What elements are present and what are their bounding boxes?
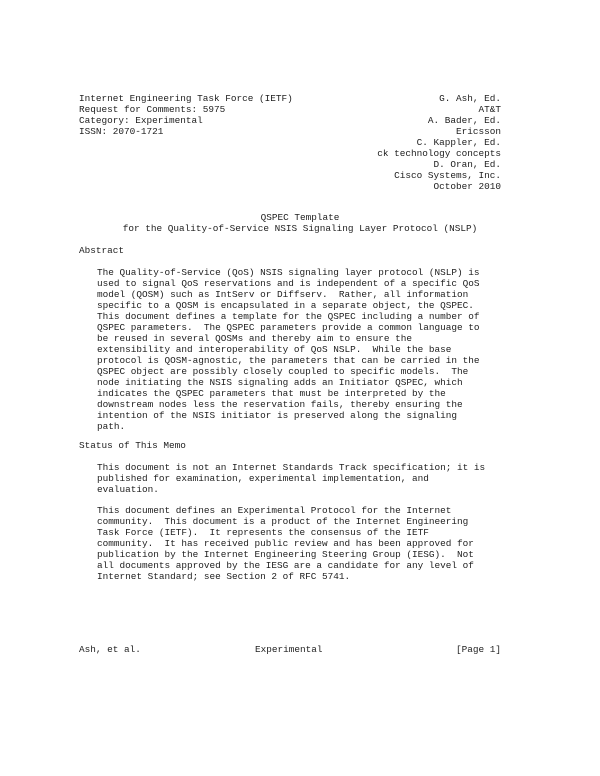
abstract-line: QSPEC object are possibly closely coupled to specific models. The — [97, 366, 469, 377]
abstract-line: model (QOSM) such as IntServ or Diffserv. Rather, all information — [97, 289, 469, 300]
header-right-line: A. Bader, Ed. — [427, 115, 501, 126]
status-heading: Status of This Memo — [79, 440, 186, 451]
abstract-line: used to signal QoS reservations and is independent of a specific QoS — [97, 278, 480, 289]
status-line: published for examination, experimental implementation, and — [97, 473, 429, 484]
abstract-line: specific to a QOSM is encapsulated in a separate object, the QSPEC. — [97, 300, 474, 311]
header-right-line: G. Ash, Ed. — [439, 93, 501, 104]
status-line: publication by the Internet Engineering Steering Group (IESG). Not — [97, 549, 474, 560]
header-left-line: ISSN: 2070-1721 — [79, 126, 164, 137]
status-line: community. This document is a product of the Internet Engineering — [97, 516, 469, 527]
status-line: Task Force (IETF). It represents the consensus of the IETF — [97, 527, 429, 538]
abstract-line: protocol is QOSM-agnostic, the parameters that can be carried in the — [97, 355, 480, 366]
status-line: This document is not an Internet Standards Track specification; it is — [97, 462, 486, 473]
footer-page-number: [Page 1] — [455, 644, 501, 655]
abstract-line: path. — [97, 421, 126, 432]
abstract-line: node initiating the NSIS signaling adds an Initiator QSPEC, which — [97, 377, 463, 388]
header-right-line: Cisco Systems, Inc. — [394, 170, 501, 181]
abstract-line: This document defines a template for the QSPEC including a number of — [97, 311, 480, 322]
header-right-line: October 2010 — [433, 181, 501, 192]
footer-category: Experimental — [255, 644, 323, 655]
status-line: community. It has received public review and has been approved for — [97, 538, 474, 549]
status-line: evaluation. — [97, 484, 159, 495]
document-title: QSPEC Template — [260, 212, 340, 223]
header-left-line: Internet Engineering Task Force (IETF) — [79, 93, 293, 104]
header-right-line: D. Oran, Ed. — [433, 159, 501, 170]
header-left-line: Category: Experimental — [79, 115, 203, 126]
header-right-line: C. Kappler, Ed. — [416, 137, 501, 148]
header-right-line: Ericsson — [455, 126, 501, 137]
header-right-line: ck technology concepts — [377, 148, 501, 159]
footer-authors: Ash, et al. — [79, 644, 141, 655]
header-left-line: Request for Comments: 5975 — [79, 104, 226, 115]
document-subtitle: for the Quality-of-Service NSIS Signaling Layer Protocol (NSLP) — [122, 223, 478, 234]
header-right-line: AT&T — [478, 104, 501, 115]
abstract-line: indicates the QSPEC parameters that must be interpreted by the — [97, 388, 446, 399]
abstract-line: The Quality-of-Service (QoS) NSIS signaling layer protocol (NSLP) is — [97, 267, 480, 278]
abstract-line: extensibility and interoperability of QoS NSLP. While the base — [97, 344, 452, 355]
status-line: all documents approved by the IESG are a candidate for any level of — [97, 560, 474, 571]
status-line: Internet Standard; see Section 2 of RFC 5741. — [97, 571, 351, 582]
abstract-line: downstream nodes less the reservation fails, thereby ensuring the — [97, 399, 463, 410]
status-line: This document defines an Experimental Protocol for the Internet — [97, 505, 452, 516]
abstract-line: be reused in several QOSMs and thereby aim to ensure the — [97, 333, 413, 344]
abstract-heading: Abstract — [79, 245, 125, 256]
abstract-line: intention of the NSIS initiator is preserved along the signaling — [97, 410, 458, 421]
abstract-line: QSPEC parameters. The QSPEC parameters provide a common language to — [97, 322, 480, 333]
